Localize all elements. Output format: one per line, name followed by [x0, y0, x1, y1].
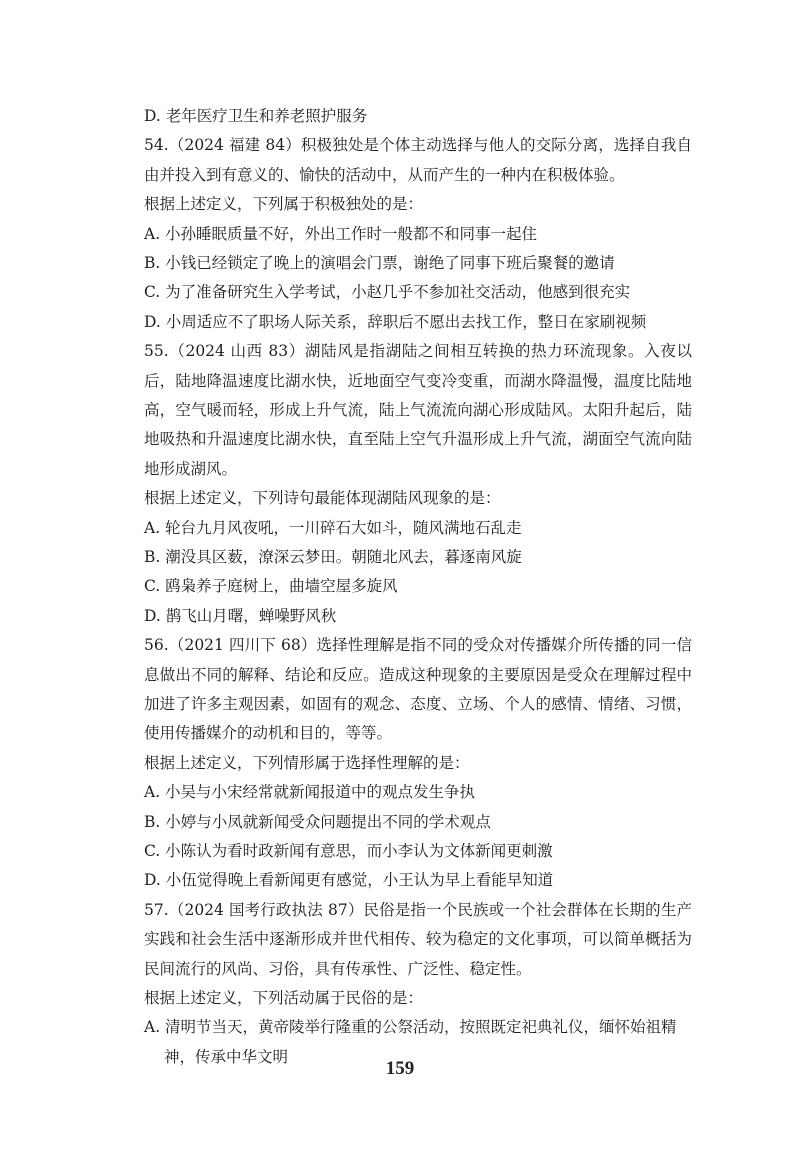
question-56-prompt: 根据上述定义，下列情形属于选择性理解的是： [144, 753, 470, 772]
page-content [122, 102, 692, 1072]
question-56-option-c: C. 小陈认为看时政新闻有意思，而小李认为文体新闻更刺激 [144, 841, 553, 860]
question-56-stem: 56.（2021 四川下 68）选择性理解是指不同的受众对传播媒介所传播的同一信息做出不同的解释、结论和反应。造成这种现象的主要原因是受众在理解过程中加进了许多主观因素，如固有的观念、态度、立场、个人的感情、情绪、习惯，使用传播媒介的动机和目的，等等。 [144, 636, 692, 743]
question-54-option-d: D. 小周适应不了职场人际关系，辞职后不愿出去找工作，整日在家刷视频 [144, 312, 647, 331]
question-55-option-b: B. 潮没具区薮，潦深云梦田。朝随北风去，暮逐南风旋 [144, 547, 522, 566]
prev-option-d: D. 老年医疗卫生和养老照护服务 [144, 107, 368, 125]
question-55-option-c: C. 鸥枭养子庭树上，曲墙空屋多旋风 [144, 577, 398, 596]
page-number: 159 [385, 1058, 415, 1079]
question-55-option-a: A. 轮台九月风夜吼，一川碎石大如斗，随风满地石乱走 [144, 518, 522, 537]
question-55-option-d: D. 鹊飞山月曙，蝉噪野风秋 [144, 606, 337, 625]
question-55-prompt: 根据上述定义，下列诗句最能体现湖陆风现象的是： [144, 489, 501, 508]
question-57-option-a: A. 清明节当天，黄帝陵举行隆重的公祭活动，按照既定祀典礼仪，缅怀始祖精 [144, 1018, 677, 1037]
question-54-stem-text: 54.（2024 福建 84）积极独处是个体主动选择与他人的交际分离，选择自我自由并投入到有意义的、愉快的活动中，从而产生的一种内在积极体验。 [144, 136, 692, 184]
question-54-option-b: B. 小钱已经锁定了晚上的演唱会门票，谢绝了同事下班后聚餐的邀请 [144, 253, 615, 272]
question-56-option-d: D. 小伍觉得晚上看新闻更有感觉，小王认为早上看能早知道 [144, 871, 554, 890]
question-55-stem: 55.（2024 山西 83）湖陆风是指湖陆之间相互转换的热力环流现象。入夜以后，陆地降温速度比湖水快，近地面空气变冷变重，而湖水降温慢，温度比陆地高，空气暖而轻，形成上升气流，陆上气流流向湖心形成陆风。太阳升起后，陆地吸热和升温速度比湖水快，直至陆上空气升温形成上升气流，湖面空气流向陆地形成湖风。 [144, 342, 692, 478]
question-54-option-a: A. 小孙睡眠质量不好，外出工作时一般都不和同事一起住 [144, 224, 538, 243]
question-57-stem: 57.（2024 国考行政执法 87）民俗是指一个民族或一个社会群体在长期的生产实践和社会生活中逐渐形成并世代相传、较为稳定的文化事项，可以简单概括为民间流行的风尚、习俗，具有传承性、广泛性、稳定性。 [144, 900, 692, 978]
question-56-option-a: A. 小吴与小宋经常就新闻报道中的观点发生争执 [144, 783, 476, 802]
question-56-option-b: B. 小婷与小凤就新闻受众问题提出不同的学术观点 [144, 812, 491, 831]
question-54-stem [122, 131, 692, 190]
question-57-prompt: 根据上述定义，下列活动属于民俗的是： [144, 988, 424, 1007]
question-57-option-a-continued: 神，传承中华文明 [164, 1047, 289, 1066]
question-54-prompt: 根据上述定义，下列属于积极独处的是： [144, 195, 424, 214]
question-54-option-c: C. 为了准备研究生入学考试，小赵几乎不参加社交活动，他感到很充实 [144, 283, 631, 302]
